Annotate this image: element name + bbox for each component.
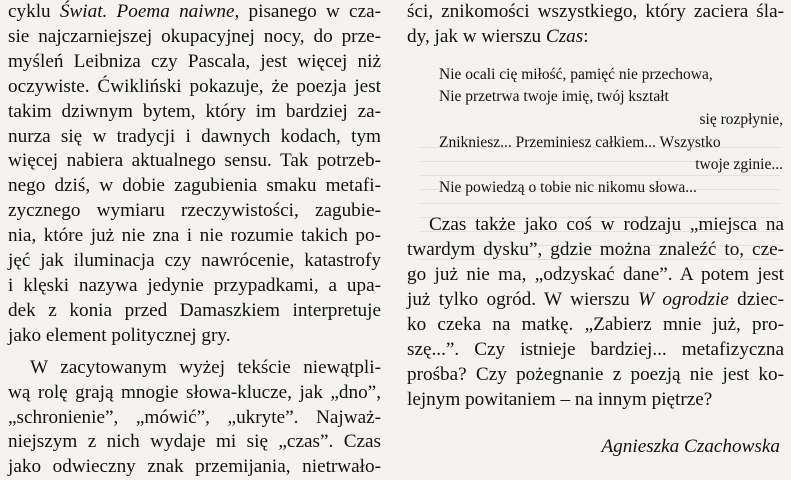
text-line: takim dziwnym bytem, który im bardziej za- <box>8 100 381 122</box>
poem-line: Nie przetrwa twoje imię, twój kształt <box>439 88 669 106</box>
text-line: oczywiste. Ćwikliński pokazuje, że poezja jest <box>8 75 381 97</box>
text-line: dek z konia przed Damaszkiem interpretuje <box>8 299 381 321</box>
poem-title: Czas <box>545 25 584 47</box>
text-line: szę...”. Czy istnieje bardziej... metafizyczna <box>407 338 784 360</box>
poem-line: Nie ocali cię miłość, pamięć nie przechowa, <box>439 65 713 83</box>
text-line: sie najczarniejszej okupacyjnej nocy, do prze- <box>8 25 381 47</box>
text-line: ko czeka na matkę. „Zabierz mnie już, pro- <box>407 314 784 335</box>
poem-line: się rozpłynie, <box>699 111 783 128</box>
author-signature: Agnieszka Czachowska <box>601 436 780 457</box>
text-line: Czas także jako coś w rodzaju „miejsca na <box>429 214 784 236</box>
text-line: cyklu Świat. Poema naiwne, pisanego w cza- <box>8 1 381 22</box>
poem-line: Znikniesz... Przeminiesz całkiem... Wszystko <box>439 133 721 151</box>
text-line: nia, które już nie zna i nie rozumie takich po- <box>8 225 381 247</box>
text-line: „schronienie”, „mówić”, „ukryte”. Najważ- <box>8 406 381 428</box>
text-line: go już nie ma, „odzyskać dane”. A potem jest <box>407 264 784 286</box>
text-line: myśleń Leibniza czy Pascala, jest więcej niż <box>8 50 381 72</box>
text-line: wą rolę grają mnogie słowa-klucze, jak „dno”, <box>8 381 381 403</box>
text-line: i klęski nazywa jedynie przypadkami, a upa- <box>8 274 381 296</box>
poem-quote <box>439 64 783 200</box>
text-line: dy, jak w wierszu Czas: <box>407 25 589 47</box>
poem-line: Nie powiedzą o tobie nic nikomu słowa... <box>439 178 697 196</box>
text-line: zycznego wymiaru rzeczywistości, zagubie- <box>8 200 381 222</box>
text-line: lejnym powitaniem – na innym piętrze? <box>407 388 713 410</box>
text-line: jako odwieczny znak przemijania, nietrwało- <box>8 456 381 478</box>
text-line: więcej nabiera aktualnego sensu. Tak potrzeb- <box>8 150 381 172</box>
text-line: niejszym z nich wydaje mi się „czas”. Czas <box>8 431 381 453</box>
poem-line: twoje zginie... <box>695 156 783 174</box>
text-line: jęć jak iluminacja czy nawrócenie, katastrofy <box>8 250 381 272</box>
text-line: już tylko ogród. W wierszu W ogrodzie dziec- <box>407 289 784 311</box>
text-line: nego dziś, w dobie zagubienia smaku metafi- <box>8 175 381 197</box>
text-line: jako element politycznej gry. <box>8 324 231 346</box>
left-column <box>8 0 381 480</box>
text-line: ści, znikomości wszystkiego, który zaciera ślа- <box>407 1 784 22</box>
text-line: twardym dysku”, gdzie można znaleźć to, cze- <box>407 239 784 261</box>
text-line: W zacytowanym wyżej tekście niewątpli- <box>30 356 381 378</box>
paragraph <box>407 213 784 412</box>
text-line: nurza się w tradycji i dawnych kodach, tym <box>8 125 381 147</box>
book-title: Świat. Poema naiwne <box>59 1 235 22</box>
text-line: prośba? Czy pożegnanie z poezją nie jest ko- <box>407 363 784 385</box>
poem-title: W ogrodzie <box>638 289 729 311</box>
right-column <box>407 0 784 413</box>
